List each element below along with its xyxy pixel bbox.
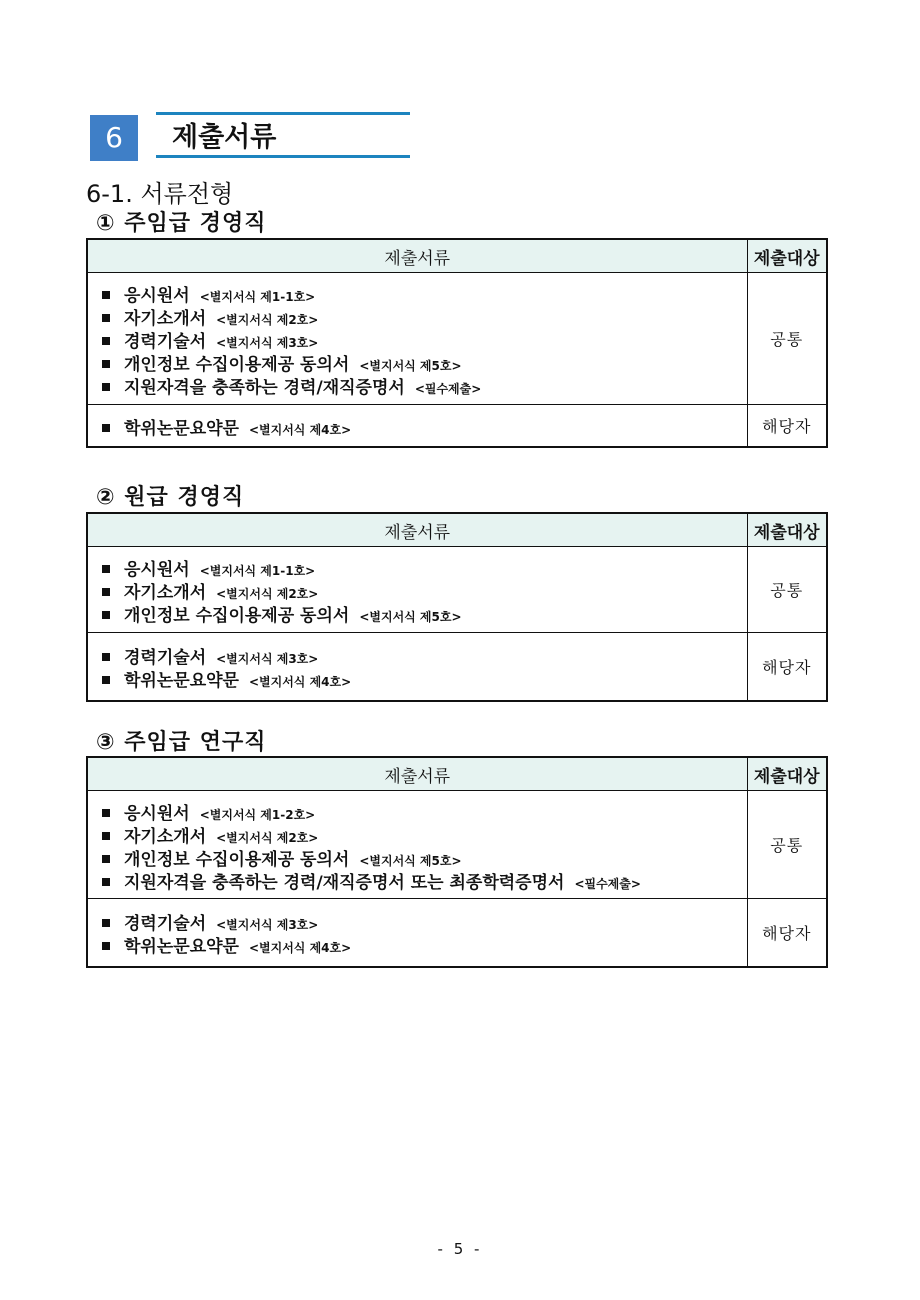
list-item bbox=[102, 799, 747, 822]
form-reference-note: <별지서식 제4호> bbox=[248, 675, 352, 690]
document-name: 경력기술서 bbox=[124, 648, 207, 669]
document-name: 학위논문요약문 bbox=[124, 671, 239, 692]
page-number: - 5 - bbox=[437, 1240, 483, 1258]
form-reference-note: <별지서식 제2호> bbox=[216, 313, 319, 327]
list-item bbox=[102, 350, 747, 373]
table-row bbox=[87, 547, 827, 633]
document-list-cell bbox=[87, 791, 747, 899]
square-bullet-icon bbox=[102, 588, 110, 596]
documents-table bbox=[86, 756, 828, 968]
group-heading: ① 주임급 경영직 bbox=[96, 211, 267, 236]
list-item bbox=[102, 578, 747, 601]
group-heading: ② 원급 경영직 bbox=[96, 485, 245, 510]
form-reference-note: <별지서식 제3호> bbox=[216, 336, 319, 350]
document-name: 자기소개서 bbox=[124, 826, 207, 847]
document-name: 자기소개서 bbox=[124, 309, 207, 329]
square-bullet-icon bbox=[102, 360, 110, 368]
table-header-row bbox=[87, 757, 827, 791]
group-heading: ③ 주임급 연구직 bbox=[96, 730, 267, 755]
form-reference-note: <별지서식 제2호> bbox=[216, 587, 319, 601]
table-row bbox=[87, 899, 827, 967]
square-bullet-icon bbox=[102, 942, 110, 950]
list-item bbox=[102, 909, 747, 935]
form-reference-note: <별지서식 제5호> bbox=[359, 610, 462, 624]
list-item bbox=[102, 373, 747, 396]
table-header-row bbox=[87, 239, 827, 273]
list-item bbox=[102, 601, 747, 624]
table-row bbox=[87, 791, 827, 899]
document-name: 자기소개서 bbox=[124, 583, 207, 603]
form-reference-note: <별지서식 제1-1호> bbox=[199, 564, 316, 578]
list-item bbox=[102, 327, 747, 350]
document-name: 경력기술서 bbox=[124, 914, 207, 935]
document-name: 지원자격을 충족하는 경력/재직증명서 bbox=[124, 378, 405, 398]
document-name: 학위논문요약문 bbox=[124, 937, 239, 958]
square-bullet-icon bbox=[102, 383, 110, 391]
document-name: 지원자격을 충족하는 경력/재직증명서 또는 최종학력증명서 bbox=[124, 872, 565, 893]
form-reference-note: <별지서식 제5호> bbox=[359, 853, 462, 868]
document-list-cell bbox=[87, 273, 747, 405]
document-list-cell bbox=[87, 899, 747, 967]
table-row bbox=[87, 405, 827, 447]
target-cell: 해당자 bbox=[747, 633, 827, 701]
table-row bbox=[87, 633, 827, 701]
list-item bbox=[102, 414, 747, 437]
form-reference-note: <별지서식 제1-1호> bbox=[199, 290, 316, 304]
column-header-target: 제출대상 bbox=[747, 513, 827, 547]
form-reference-note: <별지서식 제5호> bbox=[359, 359, 462, 373]
subsection-heading: 6-1. 서류전형 bbox=[86, 180, 234, 208]
target-cell: 공통 bbox=[747, 547, 827, 633]
document-name: 응시원서 bbox=[124, 286, 190, 306]
target-cell: 공통 bbox=[747, 273, 827, 405]
form-reference-note: <별지서식 제3호> bbox=[216, 918, 319, 933]
list-item bbox=[102, 304, 747, 327]
square-bullet-icon bbox=[102, 337, 110, 345]
document-name: 학위논문요약문 bbox=[124, 418, 239, 439]
document-list-cell bbox=[87, 405, 747, 447]
list-item bbox=[102, 281, 747, 304]
square-bullet-icon bbox=[102, 855, 110, 863]
section-header bbox=[90, 112, 412, 162]
document-name: 개인정보 수집이용제공 동의서 bbox=[124, 355, 350, 375]
square-bullet-icon bbox=[102, 832, 110, 840]
form-reference-note: <별지서식 제4호> bbox=[248, 422, 352, 437]
document-name: 경력기술서 bbox=[124, 332, 207, 352]
document-list-cell bbox=[87, 547, 747, 633]
section-title: 제출서류 bbox=[156, 112, 410, 158]
list-item bbox=[102, 643, 747, 669]
document-list-cell bbox=[87, 633, 747, 701]
square-bullet-icon bbox=[102, 314, 110, 322]
column-header-target: 제출대상 bbox=[747, 239, 827, 273]
form-reference-note: <필수제출> bbox=[574, 876, 641, 891]
square-bullet-icon bbox=[102, 653, 110, 661]
square-bullet-icon bbox=[102, 424, 110, 432]
target-cell: 해당자 bbox=[747, 405, 827, 447]
table-row bbox=[87, 273, 827, 405]
square-bullet-icon bbox=[102, 919, 110, 927]
documents-table bbox=[86, 512, 828, 702]
form-reference-note: <별지서식 제1-2호> bbox=[199, 807, 316, 822]
documents-table bbox=[86, 238, 828, 448]
form-reference-note: <필수제출> bbox=[414, 382, 482, 396]
square-bullet-icon bbox=[102, 565, 110, 573]
form-reference-note: <별지서식 제4호> bbox=[248, 941, 352, 956]
list-item bbox=[102, 666, 747, 692]
document-name: 개인정보 수집이용제공 동의서 bbox=[124, 606, 350, 626]
target-cell: 공통 bbox=[747, 791, 827, 899]
square-bullet-icon bbox=[102, 809, 110, 817]
square-bullet-icon bbox=[102, 676, 110, 684]
form-reference-note: <별지서식 제2호> bbox=[216, 830, 319, 845]
list-item bbox=[102, 932, 747, 958]
section-number: 6 bbox=[90, 115, 138, 161]
form-reference-note: <별지서식 제3호> bbox=[216, 652, 319, 667]
square-bullet-icon bbox=[102, 291, 110, 299]
square-bullet-icon bbox=[102, 611, 110, 619]
target-cell: 해당자 bbox=[747, 899, 827, 967]
document-name: 개인정보 수집이용제공 동의서 bbox=[124, 849, 350, 870]
column-header-documents: 제출서류 bbox=[87, 513, 747, 547]
list-item bbox=[102, 555, 747, 578]
column-header-target: 제출대상 bbox=[747, 757, 827, 791]
document-name: 응시원서 bbox=[124, 560, 190, 580]
column-header-documents: 제출서류 bbox=[87, 239, 747, 273]
list-item bbox=[102, 845, 747, 868]
list-item bbox=[102, 868, 747, 891]
square-bullet-icon bbox=[102, 878, 110, 886]
list-item bbox=[102, 822, 747, 845]
table-header-row bbox=[87, 513, 827, 547]
document-name: 응시원서 bbox=[124, 803, 190, 824]
column-header-documents: 제출서류 bbox=[87, 757, 747, 791]
